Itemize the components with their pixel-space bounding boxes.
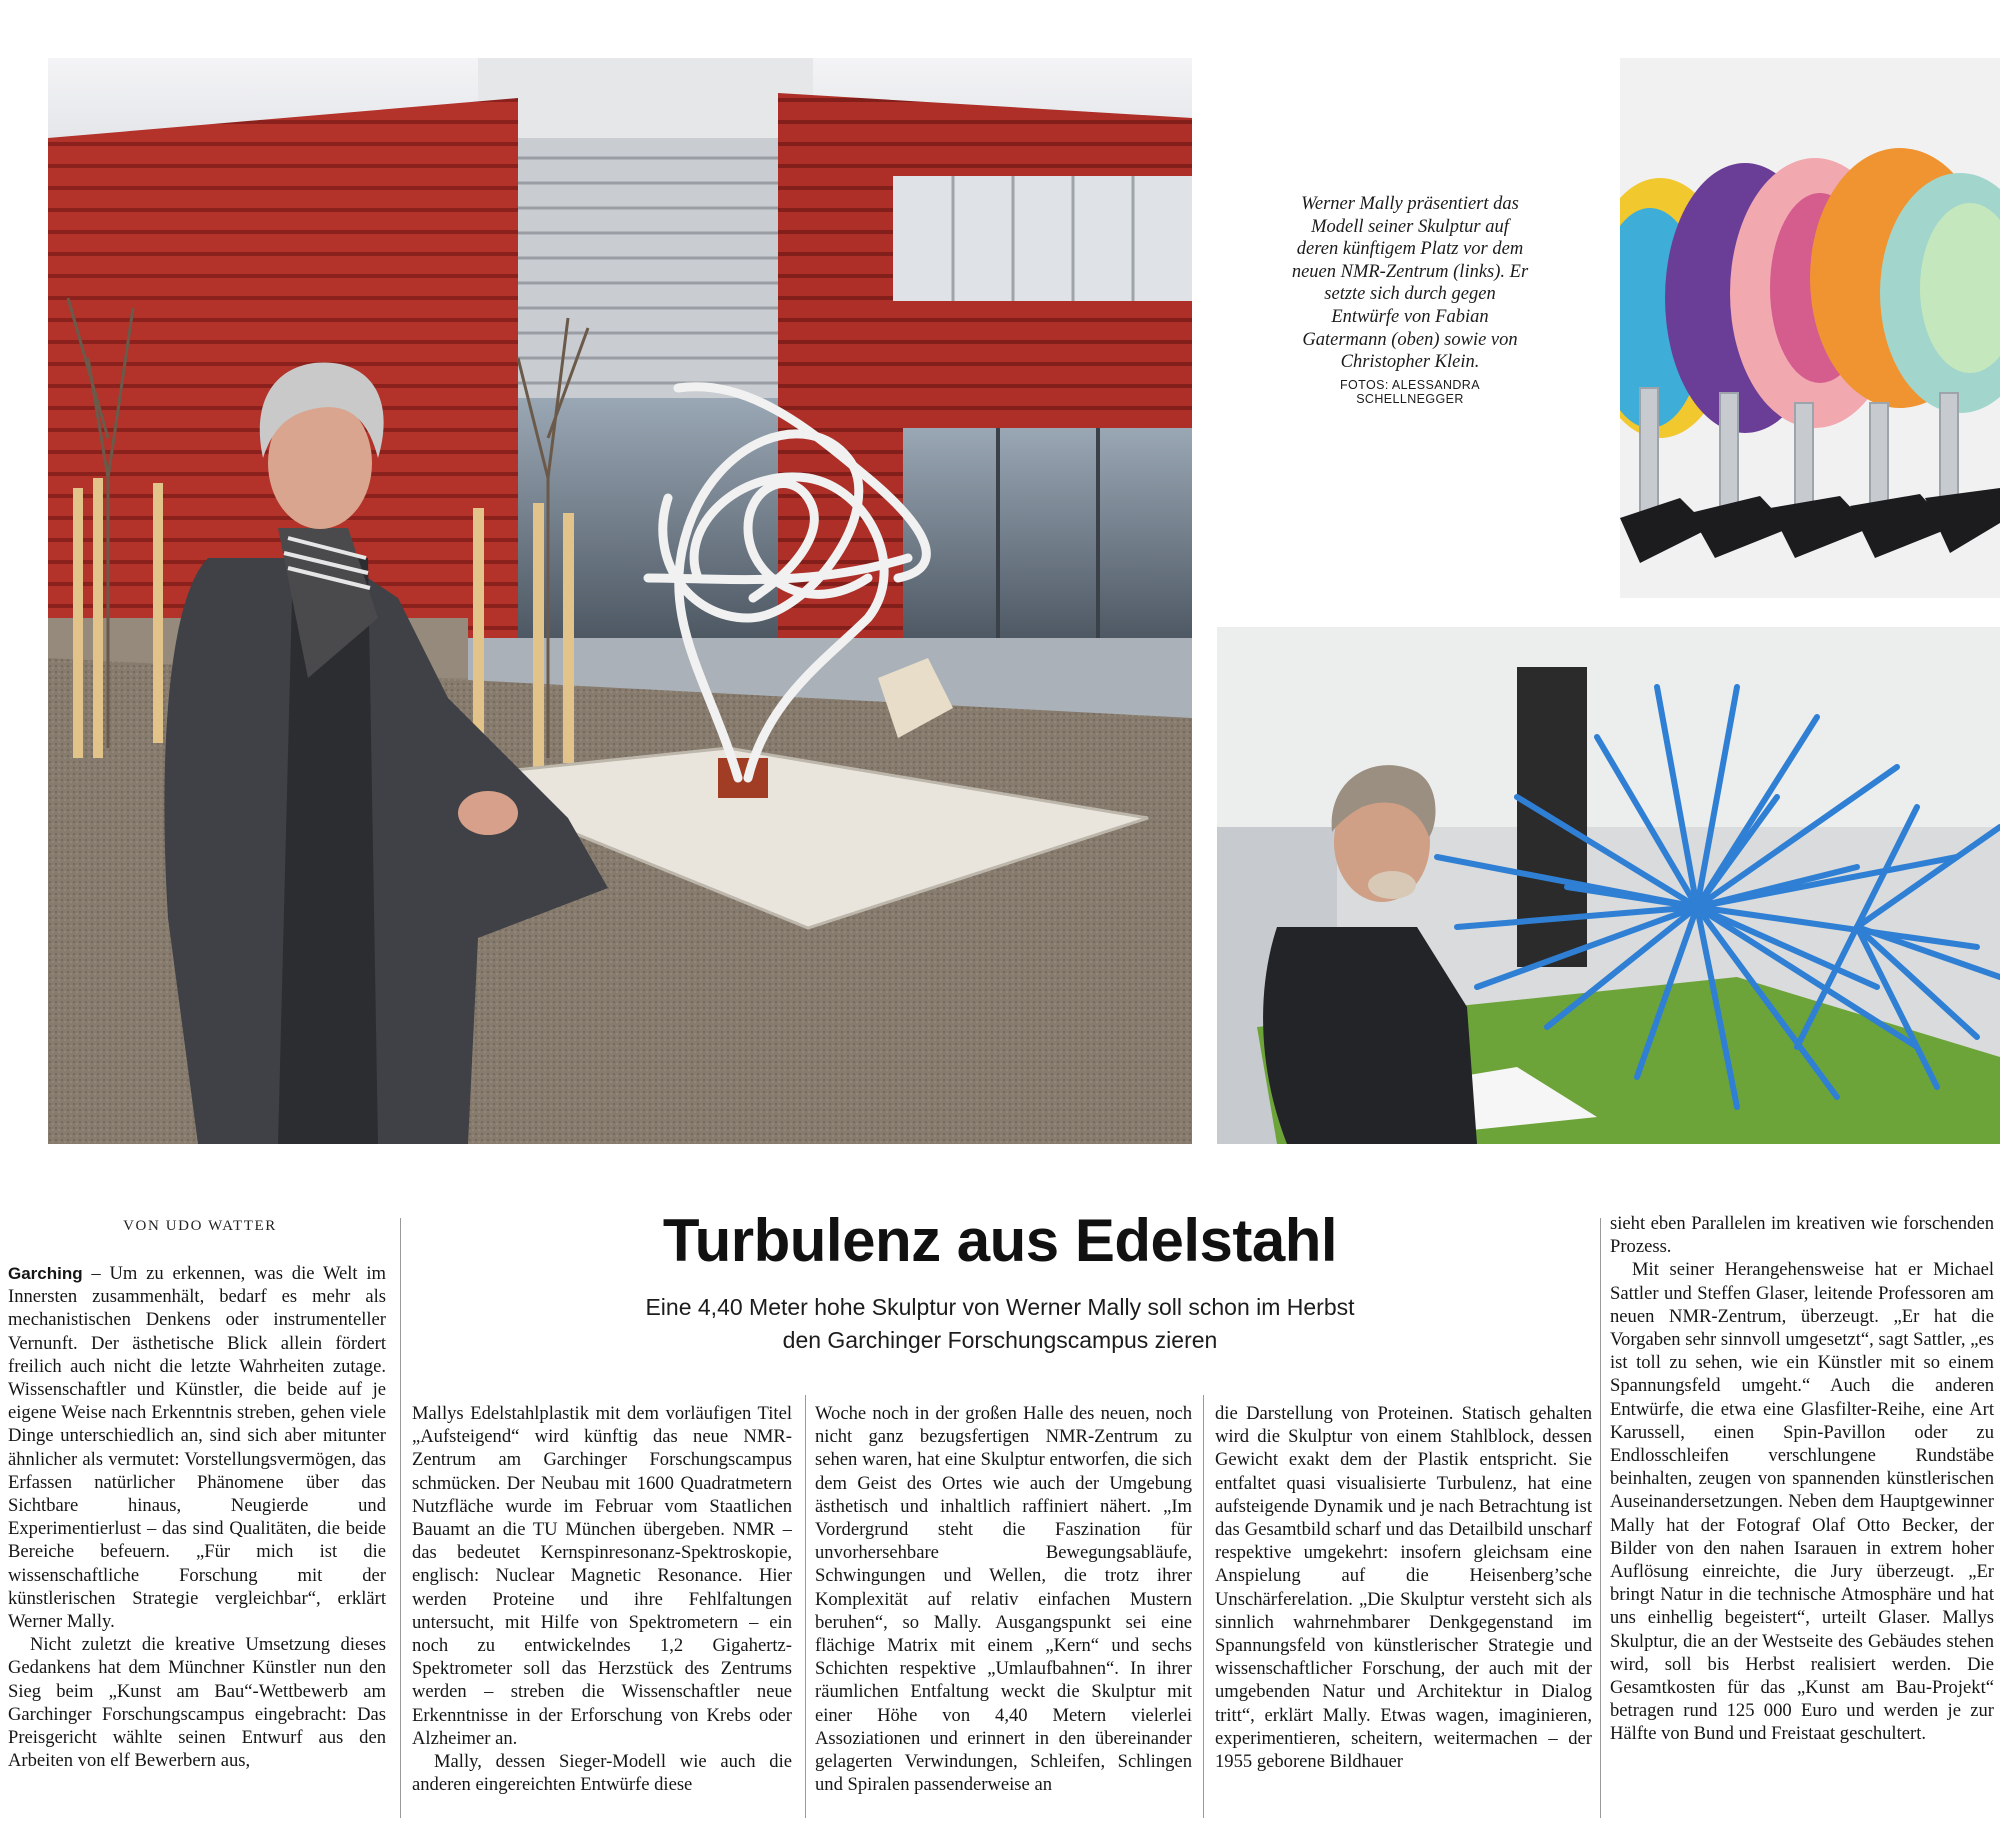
column-rule bbox=[1600, 1218, 1601, 1818]
dateline: Garching bbox=[8, 1264, 83, 1283]
blue-rods-photo bbox=[1217, 627, 2000, 1144]
subheadline-line-2: den Garchinger Forschungscampus zieren bbox=[782, 1327, 1218, 1353]
main-photo bbox=[48, 58, 1192, 1144]
article-column-5 bbox=[1610, 1212, 1994, 1818]
paragraph: Mit seiner Herangehensweise hat er Michael Sattler und Steffen Glaser, leitende Professoren am neuen NMR-Zentrum, überzeugt. „Er hat die Vorgaben sehr sinnvoll umgesetzt“, sagt Sattler, „es ist toll zu sehen, wie ein Künstler mit so einem Spannungsfeld umgeht.“ Auch die anderen Entwürfe, die etwa eine Glasfilter-Reihe, eine Art Karussell, einen Spin-Pavillon oder zu Endlosschleifen verschlungene Rundstäbe beinhalten, zeugen von spannenden künstlerischen Auseinandersetzungen. Neben dem Hauptgewinner Mally hat der Fotograf Olaf Otto Becker, der Bilder von den nahen Isarauen in extrem hoher Auflösung einreichte, die Jury überzeugt. „Er bringt Natur in die technische Atmosphäre und hat uns einhellig begeistert“, urteilt Glaser. Mallys Skulptur, die an der Westseite des Gebäudes stehen wird, soll bis Herbst realisiert werden. Die Gesamtkosten für das „Kunst am Bau-Projekt“ betragen rund 125 000 Euro und werden je zur Hälfte von Bund und Freistaat geschultert. bbox=[1610, 1259, 1994, 1745]
discs-photo bbox=[1620, 58, 2000, 598]
article-column-2 bbox=[412, 1402, 792, 1818]
byline: VON UDO WATTER bbox=[123, 1218, 277, 1234]
column-rule bbox=[400, 1218, 401, 1818]
column-rule bbox=[1203, 1395, 1204, 1818]
sculpture-photo bbox=[48, 58, 1192, 1144]
caption-text: Werner Mally präsentiert das Modell seiner Skulptur auf deren künftigem Platz vor dem neuen NMR-Zentrum (links). Er setzte sich durch gegen Entwürfe von Fabian Gatermann (oben) sowie von Christopher Klein. bbox=[1291, 194, 1529, 373]
paragraph: Mally, dessen Sieger-Modell wie auch die anderen eingereichten Entwürfe diese bbox=[412, 1751, 792, 1796]
article-column-4 bbox=[1215, 1402, 1592, 1818]
paragraph: sieht eben Parallelen im kreativen wie forschenden Prozess. bbox=[1610, 1213, 1994, 1258]
paragraph-text: – Um zu erkennen, was die Welt im Innersten zusammenhält, bedarf es mehr als mechanistischen Denkens oder instrumenteller Vernunft. Der ästhetische Blick allein fördert freilich auch nicht die letzte Wahrheiten zutage. Wissenschaftler und Künstler, die beide auf je eigene Weise nach Erkenntnis streben, gehen viele Dinge unterschiedlich an, sind sich aber mitunter ähnlicher als vermutet: Vorstellungsvermögen, das Erfassen natürlicher Phänomene über das Sichtbare hinaus, Neugierde und Experimentierlust – das sind Qualitäten, die beide Bereiche befeuern. „Für mich ist die wissenschaftliche Forschung mit der künstlerischen Strategie vergleichbar“, erklärt Werner Mally. bbox=[8, 1263, 386, 1633]
paragraph: Mallys Edelstahlplastik mit dem vorläufigen Titel „Aufsteigend“ wird künftig das neue NMR-Zentrum am Garchinger Forschungscampus schmücken. Der Neubau mit 1600 Quadratmetern Nutzfläche wurde im Februar vom Staatlichen Bauamt an die TU München übergeben. NMR – das bedeutet Kernspinresonanz-Spektroskopie, englisch: Nuclear Magnetic Resonance. Hier werden Proteine und ihre Fehlfaltungen untersucht, mit Hilfe von Spektrometern – ein noch zu entwickelndes 1,2 Gigahertz-Spektrometer soll das Herzstück des Zentrums werden – streben die Wissenschaftler neue Erkenntnisse in der Erforschung von Krebs oder Alzheimer an. bbox=[412, 1403, 792, 1749]
paragraph: Nicht zuletzt die kreative Umsetzung dieses Gedankens hat dem Münchner Künstler nun den Sieg beim „Kunst am Bau“-Wettbewerb am Garchinger Forschungscampus eingebracht: Das Preisgericht wählte seinen Entwurf aus den Arbeiten von elf Bewerbern aus, bbox=[8, 1634, 386, 1772]
subheadline bbox=[410, 1291, 1590, 1357]
column-rule bbox=[805, 1395, 806, 1818]
subheadline-line-1: Eine 4,40 Meter hohe Skulptur von Werner Mally soll schon im Herbst bbox=[645, 1294, 1355, 1320]
headline: Turbulenz aus Edelstahl bbox=[662, 1207, 1338, 1274]
glass-discs-photo bbox=[1620, 58, 2000, 598]
photo-credit: FOTOS: ALESSANDRA SCHELLNEGGER bbox=[1340, 377, 1480, 406]
blue-rods-photo-frame bbox=[1217, 627, 2000, 1144]
paragraph bbox=[8, 1262, 386, 1633]
paragraph: die Darstellung von Proteinen. Statisch gehalten wird die Skulptur von einem Stahlblock, dessen Gewicht exakt dem der Plastik entspricht. Sie entfaltet quasi visualisierte Turbulenz, hat eine aufsteigende Dynamik und je nach Betrachtung ist das Gesamtbild scharf und das Detailbild unscharf respektive umgekehrt: insofern gleichsam eine Anspielung auf die Heisenberg’sche Unschärferelation. „Die Skulptur versteht sich als sinnlich wahrnehmbarer Denkgegenstand im Spannungsfeld von künstlerischer Strategie und wissenschaftlicher Forschung, der auch mit der umgebenden Natur und Architektur in Dialog tritt“, erklärt Mally. Etwas wagen, imaginieren, experimentieren, scheitern, weitermachen – der 1955 geborene Bildhauer bbox=[1215, 1403, 1592, 1773]
photo-caption bbox=[1290, 193, 1530, 406]
article-column-3 bbox=[815, 1402, 1192, 1818]
article-column-1 bbox=[8, 1262, 386, 1818]
paragraph: Woche noch in der großen Halle des neuen, noch nicht ganz bezugsfertigen NMR-Zentrum zu sehen waren, hat eine Skulptur entworfen, die sich dem Geist des Ortes wie auch der Umgebung ästhetisch und inhaltlich raffiniert nähert. „Im Vordergrund steht die Faszination für unvorhersehbare Bewegungsabläufe, Schwingungen und Wellen, die trotz ihrer Komplexität auf relativ einfachen Mustern beruhen“, so Mally. Ausgangspunkt sei eine flächige Matrix mit einem „Kern“ und sechs Schichten respektive „Umlaufbahnen“. In ihrer räumlichen Entfaltung weckt die Skulptur mit einer Höhe von 4,40 Metern vielerlei Assoziationen und erinnert in den übereinander gelagerten Verwindungen, Schleifen, Schlingen und Spiralen passenderweise an bbox=[815, 1403, 1192, 1796]
